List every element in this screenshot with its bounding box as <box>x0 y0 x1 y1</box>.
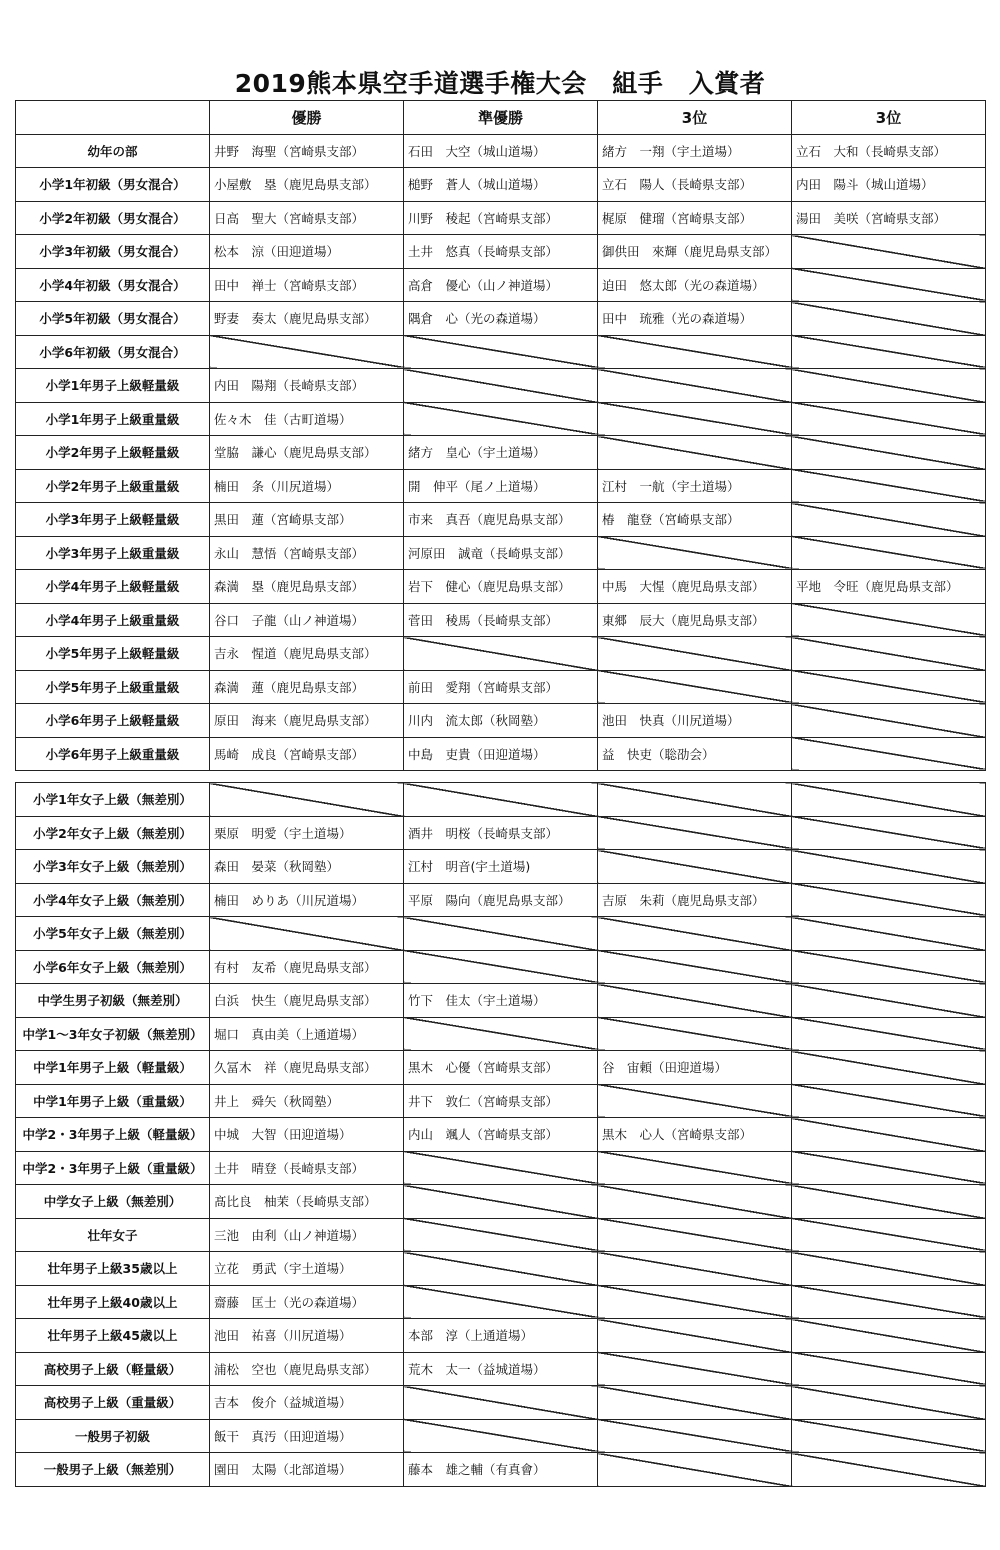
empty-slot-cell <box>792 637 986 671</box>
category-cell: 小学2年男子上級軽量級 <box>16 436 210 470</box>
table-row <box>16 637 986 671</box>
category-cell: 小学3年男子上級軽量級 <box>16 503 210 537</box>
empty-slot-cell <box>792 670 986 704</box>
category-cell: 壮年男子上級35歳以上 <box>16 1252 210 1286</box>
table-row <box>16 503 986 537</box>
winner-cell: 内田 陽翔（長崎県支部） <box>210 369 404 403</box>
empty-slot-cell <box>598 1084 792 1118</box>
empty-slot-cell <box>792 1386 986 1420</box>
runner-up-cell: 藤本 雄之輔（有真會） <box>404 1453 598 1487</box>
empty-slot-cell <box>792 783 986 817</box>
winner-cell: 三池 由利（山ノ神道場） <box>210 1218 404 1252</box>
empty-slot-cell <box>598 369 792 403</box>
runner-up-cell: 槌野 蒼人（城山道場） <box>404 168 598 202</box>
third-place-cell: 江村 一航（宇土道場） <box>598 469 792 503</box>
runner-up-cell: 川内 流太郎（秋岡塾） <box>404 704 598 738</box>
category-cell: 小学4年男子上級重量級 <box>16 603 210 637</box>
category-cell: 中学1年男子上級（軽量級） <box>16 1051 210 1085</box>
category-cell: 小学5年初級（男女混合） <box>16 302 210 336</box>
category-cell: 小学4年初級（男女混合） <box>16 268 210 302</box>
page-title: 2019熊本県空手道選手権大会 組手 入賞者 <box>234 69 766 98</box>
winner-cell: 白浜 快生（鹿児島県支部） <box>210 984 404 1018</box>
runner-up-cell: 前田 愛翔（宮崎県支部） <box>404 670 598 704</box>
empty-slot-cell <box>404 1386 598 1420</box>
runner-up-cell: 高倉 優心（山ノ神道場） <box>404 268 598 302</box>
category-cell: 小学4年男子上級軽量級 <box>16 570 210 604</box>
table-row <box>16 335 986 369</box>
empty-slot-cell <box>598 1285 792 1319</box>
category-cell: 中学1年男子上級（重量級） <box>16 1084 210 1118</box>
empty-slot-cell <box>792 402 986 436</box>
table-row <box>16 1352 986 1386</box>
table-row <box>16 603 986 637</box>
winner-cell: 中城 大智（田迎道場） <box>210 1118 404 1152</box>
table-row <box>16 1252 986 1286</box>
third-place-cell: 黒木 心人（宮崎県支部） <box>598 1118 792 1152</box>
empty-slot-cell <box>792 1185 986 1219</box>
winner-cell: 黒田 蓮（宮崎県支部） <box>210 503 404 537</box>
empty-slot-cell <box>210 335 404 369</box>
third-place-cell: 立石 大和（長崎県支部） <box>792 134 986 168</box>
runner-up-cell: 内山 颯人（宮崎県支部） <box>404 1118 598 1152</box>
table-row <box>16 1118 986 1152</box>
header-row <box>16 101 986 135</box>
empty-slot-cell <box>598 984 792 1018</box>
winner-cell: 園田 太陽（北部道場） <box>210 1453 404 1487</box>
empty-slot-cell <box>404 1185 598 1219</box>
empty-slot-cell <box>792 369 986 403</box>
runner-up-cell: 隅倉 心（光の森道場） <box>404 302 598 336</box>
empty-slot-cell <box>598 1453 792 1487</box>
empty-slot-cell <box>404 335 598 369</box>
third-place-cell: 立石 陽人（長崎県支部） <box>598 168 792 202</box>
empty-slot-cell <box>404 1218 598 1252</box>
winner-cell: 井野 海聖（宮崎県支部） <box>210 134 404 168</box>
third-place-cell: 迫田 悠太郎（光の森道場） <box>598 268 792 302</box>
empty-slot-cell <box>792 816 986 850</box>
empty-slot-cell <box>598 1252 792 1286</box>
empty-slot-cell <box>598 536 792 570</box>
empty-slot-cell <box>792 1252 986 1286</box>
empty-slot-cell <box>792 984 986 1018</box>
category-cell: 小学4年女子上級（無差別） <box>16 883 210 917</box>
empty-slot-cell <box>404 1285 598 1319</box>
empty-slot-cell <box>792 603 986 637</box>
empty-slot-cell <box>404 1419 598 1453</box>
runner-up-cell: 川野 稜起（宮崎県支部） <box>404 201 598 235</box>
category-cell: 中学2・3年男子上級（重量級） <box>16 1151 210 1185</box>
third-place-cell: 内田 陽斗（城山道場） <box>792 168 986 202</box>
table-row <box>16 917 986 951</box>
runner-up-cell: 河原田 誠竜（長崎県支部） <box>404 536 598 570</box>
empty-slot-cell <box>598 1151 792 1185</box>
runner-up-cell: 岩下 健心（鹿児島県支部） <box>404 570 598 604</box>
winner-cell: 井上 舜矢（秋岡塾） <box>210 1084 404 1118</box>
winner-cell: 野妻 奏太（鹿児島県支部） <box>210 302 404 336</box>
empty-slot-cell <box>404 369 598 403</box>
table-row <box>16 883 986 917</box>
winner-cell: 谷口 子龍（山ノ神道場） <box>210 603 404 637</box>
empty-slot-cell <box>792 1218 986 1252</box>
empty-slot-cell <box>792 850 986 884</box>
winner-cell: 齋藤 匡士（光の森道場） <box>210 1285 404 1319</box>
third-place-cell: 湯田 美咲（宮崎県支部） <box>792 201 986 235</box>
empty-slot-cell <box>792 436 986 470</box>
category-cell: 小学5年男子上級重量級 <box>16 670 210 704</box>
empty-slot-cell <box>792 268 986 302</box>
empty-slot-cell <box>404 402 598 436</box>
runner-up-cell: 平原 陽向（鹿児島県支部） <box>404 883 598 917</box>
empty-slot-cell <box>792 536 986 570</box>
table-row <box>16 570 986 604</box>
empty-slot-cell <box>792 335 986 369</box>
table-row <box>16 268 986 302</box>
empty-slot-cell <box>210 917 404 951</box>
table-row <box>16 1017 986 1051</box>
winner-cell: 馬崎 成良（宮崎県支部） <box>210 737 404 771</box>
winner-cell: 栗原 明愛（宇土道場） <box>210 816 404 850</box>
category-cell: 一般男子上級（無差別） <box>16 1453 210 1487</box>
category-cell: 小学1年女子上級（無差別） <box>16 783 210 817</box>
empty-slot-cell <box>598 917 792 951</box>
table-row <box>16 1151 986 1185</box>
winner-cell: 立花 勇武（宇土道場） <box>210 1252 404 1286</box>
table-row <box>16 168 986 202</box>
winner-cell: 田中 禅士（宮崎県支部） <box>210 268 404 302</box>
results-body-secondary <box>16 783 986 1487</box>
table-row <box>16 1084 986 1118</box>
runner-up-cell: 石田 大空（城山道場） <box>404 134 598 168</box>
table-row <box>16 402 986 436</box>
header-winner: 優勝 <box>210 101 404 135</box>
third-place-cell: 池田 快真（川尻道場） <box>598 704 792 738</box>
empty-slot-cell <box>404 917 598 951</box>
runner-up-cell: 本部 淳（上通道場） <box>404 1319 598 1353</box>
third-place-cell: 益 快吏（聡劭会） <box>598 737 792 771</box>
empty-slot-cell <box>598 335 792 369</box>
category-cell: 小学6年男子上級軽量級 <box>16 704 210 738</box>
third-place-cell: 椿 龍登（宮崎県支部） <box>598 503 792 537</box>
winner-cell: 小屋敷 塁（鹿児島県支部） <box>210 168 404 202</box>
empty-slot-cell <box>598 1185 792 1219</box>
category-cell: 小学6年初級（男女混合） <box>16 335 210 369</box>
third-place-cell: 吉原 朱莉（鹿児島県支部） <box>598 883 792 917</box>
empty-slot-cell <box>792 704 986 738</box>
category-cell: 小学6年女子上級（無差別） <box>16 950 210 984</box>
empty-slot-cell <box>404 1151 598 1185</box>
table-row <box>16 235 986 269</box>
category-cell: 幼年の部 <box>16 134 210 168</box>
runner-up-cell: 荒木 太一（益城道場） <box>404 1352 598 1386</box>
category-cell: 中学2・3年男子上級（軽量級） <box>16 1118 210 1152</box>
winner-cell: 髙比良 柚茉（長崎県支部） <box>210 1185 404 1219</box>
category-cell: 小学3年男子上級重量級 <box>16 536 210 570</box>
category-cell: 小学1年初級（男女混合） <box>16 168 210 202</box>
empty-slot-cell <box>792 1285 986 1319</box>
results-body-primary <box>16 134 986 771</box>
table-row <box>16 1285 986 1319</box>
winner-cell: 永山 慧悟（宮崎県支部） <box>210 536 404 570</box>
empty-slot-cell <box>792 950 986 984</box>
table-row <box>16 737 986 771</box>
empty-slot-cell <box>792 1453 986 1487</box>
table-row <box>16 1419 986 1453</box>
empty-slot-cell <box>404 783 598 817</box>
table-row <box>16 1386 986 1420</box>
winner-cell: 堀口 真由美（上通道場） <box>210 1017 404 1051</box>
table-row <box>16 1319 986 1353</box>
empty-slot-cell <box>792 883 986 917</box>
empty-slot-cell <box>792 1017 986 1051</box>
category-cell: 壮年男子上級45歳以上 <box>16 1319 210 1353</box>
winner-cell: 有村 友希（鹿児島県支部） <box>210 950 404 984</box>
runner-up-cell: 緒方 皇心（宇土道場） <box>404 436 598 470</box>
category-cell: 小学3年初級（男女混合） <box>16 235 210 269</box>
empty-slot-cell <box>792 1352 986 1386</box>
category-cell: 中学女子上級（無差別） <box>16 1185 210 1219</box>
empty-slot-cell <box>792 302 986 336</box>
third-place-cell: 梶原 健瑠（宮崎県支部） <box>598 201 792 235</box>
third-place-cell: 中馬 大惺（鹿児島県支部） <box>598 570 792 604</box>
runner-up-cell: 黒木 心優（宮崎県支部） <box>404 1051 598 1085</box>
header-category <box>16 101 210 135</box>
category-cell: 中学生男子初級（無差別） <box>16 984 210 1018</box>
table-row <box>16 201 986 235</box>
category-cell: 一般男子初級 <box>16 1419 210 1453</box>
empty-slot-cell <box>792 917 986 951</box>
empty-slot-cell <box>598 1352 792 1386</box>
empty-slot-cell <box>404 1252 598 1286</box>
runner-up-cell: 菅田 稜馬（長崎県支部） <box>404 603 598 637</box>
category-cell: 小学1年男子上級重量級 <box>16 402 210 436</box>
table-row <box>16 984 986 1018</box>
winner-cell: 松本 涼（田迎道場） <box>210 235 404 269</box>
category-cell: 壮年女子 <box>16 1218 210 1252</box>
table-row <box>16 302 986 336</box>
empty-slot-cell <box>598 1218 792 1252</box>
empty-slot-cell <box>792 1319 986 1353</box>
empty-slot-cell <box>210 783 404 817</box>
table-row <box>16 369 986 403</box>
winner-cell: 森満 塁（鹿児島県支部） <box>210 570 404 604</box>
runner-up-cell: 酒井 明桜（長崎県支部） <box>404 816 598 850</box>
runner-up-cell: 中島 吏貴（田迎道場） <box>404 737 598 771</box>
winner-cell: 楠田 条（川尻道場） <box>210 469 404 503</box>
header-third-place: 3位 <box>598 101 792 135</box>
empty-slot-cell <box>404 950 598 984</box>
header-runner-up: 準優勝 <box>404 101 598 135</box>
table-row <box>16 1185 986 1219</box>
results-table-primary <box>15 100 986 771</box>
table-row <box>16 1051 986 1085</box>
winner-cell: 浦松 空也（鹿児島県支部） <box>210 1352 404 1386</box>
empty-slot-cell <box>404 1017 598 1051</box>
winner-cell: 池田 祐喜（川尻道場） <box>210 1319 404 1353</box>
category-cell: 小学6年男子上級重量級 <box>16 737 210 771</box>
empty-slot-cell <box>598 850 792 884</box>
table-row <box>16 536 986 570</box>
runner-up-cell: 土井 悠真（長崎県支部） <box>404 235 598 269</box>
empty-slot-cell <box>598 1419 792 1453</box>
third-place-cell: 東郷 辰大（鹿児島県支部） <box>598 603 792 637</box>
third-place-cell: 御供田 來輝（鹿児島県支部） <box>598 235 792 269</box>
runner-up-cell: 井下 敦仁（宮崎県支部） <box>404 1084 598 1118</box>
runner-up-cell: 江村 明音(宇土道場) <box>404 850 598 884</box>
empty-slot-cell <box>598 1386 792 1420</box>
empty-slot-cell <box>792 1084 986 1118</box>
empty-slot-cell <box>598 402 792 436</box>
winner-cell: 森田 晏菜（秋岡塾） <box>210 850 404 884</box>
winner-cell: 堂脇 謙心（鹿児島県支部） <box>210 436 404 470</box>
results-table-secondary <box>15 782 986 1487</box>
winner-cell: 土井 晴登（長崎県支部） <box>210 1151 404 1185</box>
third-place-cell: 田中 琉雅（光の森道場） <box>598 302 792 336</box>
empty-slot-cell <box>792 503 986 537</box>
third-place-cell: 平地 令旺（鹿児島県支部） <box>792 570 986 604</box>
runner-up-cell: 開 伸平（尾ノ上道場） <box>404 469 598 503</box>
table-row <box>16 134 986 168</box>
category-cell: 小学1年男子上級軽量級 <box>16 369 210 403</box>
empty-slot-cell <box>792 1118 986 1152</box>
winner-cell: 楠田 めりあ（川尻道場） <box>210 883 404 917</box>
empty-slot-cell <box>598 783 792 817</box>
table-row <box>16 704 986 738</box>
table-row <box>16 436 986 470</box>
empty-slot-cell <box>598 1017 792 1051</box>
winner-cell: 吉永 惺道（鹿児島県支部） <box>210 637 404 671</box>
category-cell: 小学5年女子上級（無差別） <box>16 917 210 951</box>
winner-cell: 久冨木 祥（鹿児島県支部） <box>210 1051 404 1085</box>
empty-slot-cell <box>598 816 792 850</box>
empty-slot-cell <box>792 1051 986 1085</box>
third-place-cell: 谷 宙頼（田迎道場） <box>598 1051 792 1085</box>
category-cell: 小学2年初級（男女混合） <box>16 201 210 235</box>
table-row <box>16 670 986 704</box>
empty-slot-cell <box>598 436 792 470</box>
winner-cell: 佐々木 佳（古町道場） <box>210 402 404 436</box>
empty-slot-cell <box>598 670 792 704</box>
winner-cell: 吉本 俊介（益城道場） <box>210 1386 404 1420</box>
empty-slot-cell <box>598 637 792 671</box>
empty-slot-cell <box>792 1419 986 1453</box>
runner-up-cell: 竹下 佳太（宇土道場） <box>404 984 598 1018</box>
table-row <box>16 1453 986 1487</box>
category-cell: 高校男子上級（重量級） <box>16 1386 210 1420</box>
empty-slot-cell <box>792 737 986 771</box>
empty-slot-cell <box>598 950 792 984</box>
category-cell: 壮年男子上級40歳以上 <box>16 1285 210 1319</box>
empty-slot-cell <box>792 235 986 269</box>
category-cell: 高校男子上級（軽量級） <box>16 1352 210 1386</box>
empty-slot-cell <box>792 469 986 503</box>
third-place-cell: 緒方 一翔（宇土道場） <box>598 134 792 168</box>
winner-cell: 日高 聖大（宮崎県支部） <box>210 201 404 235</box>
winner-cell: 森満 蓮（鹿児島県支部） <box>210 670 404 704</box>
category-cell: 小学3年女子上級（無差別） <box>16 850 210 884</box>
runner-up-cell: 市来 真吾（鹿児島県支部） <box>404 503 598 537</box>
winner-cell: 飯干 真汚（田迎道場） <box>210 1419 404 1453</box>
category-cell: 小学5年男子上級軽量級 <box>16 637 210 671</box>
category-cell: 小学2年男子上級重量級 <box>16 469 210 503</box>
table-row <box>16 1218 986 1252</box>
header-third-place: 3位 <box>792 101 986 135</box>
winner-cell: 原田 海来（鹿児島県支部） <box>210 704 404 738</box>
table-row <box>16 850 986 884</box>
table-row <box>16 469 986 503</box>
empty-slot-cell <box>792 1151 986 1185</box>
category-cell: 中学1～3年女子初級（無差別） <box>16 1017 210 1051</box>
table-row <box>16 950 986 984</box>
table-row <box>16 816 986 850</box>
empty-slot-cell <box>404 637 598 671</box>
category-cell: 小学2年女子上級（無差別） <box>16 816 210 850</box>
table-row <box>16 783 986 817</box>
empty-slot-cell <box>598 1319 792 1353</box>
